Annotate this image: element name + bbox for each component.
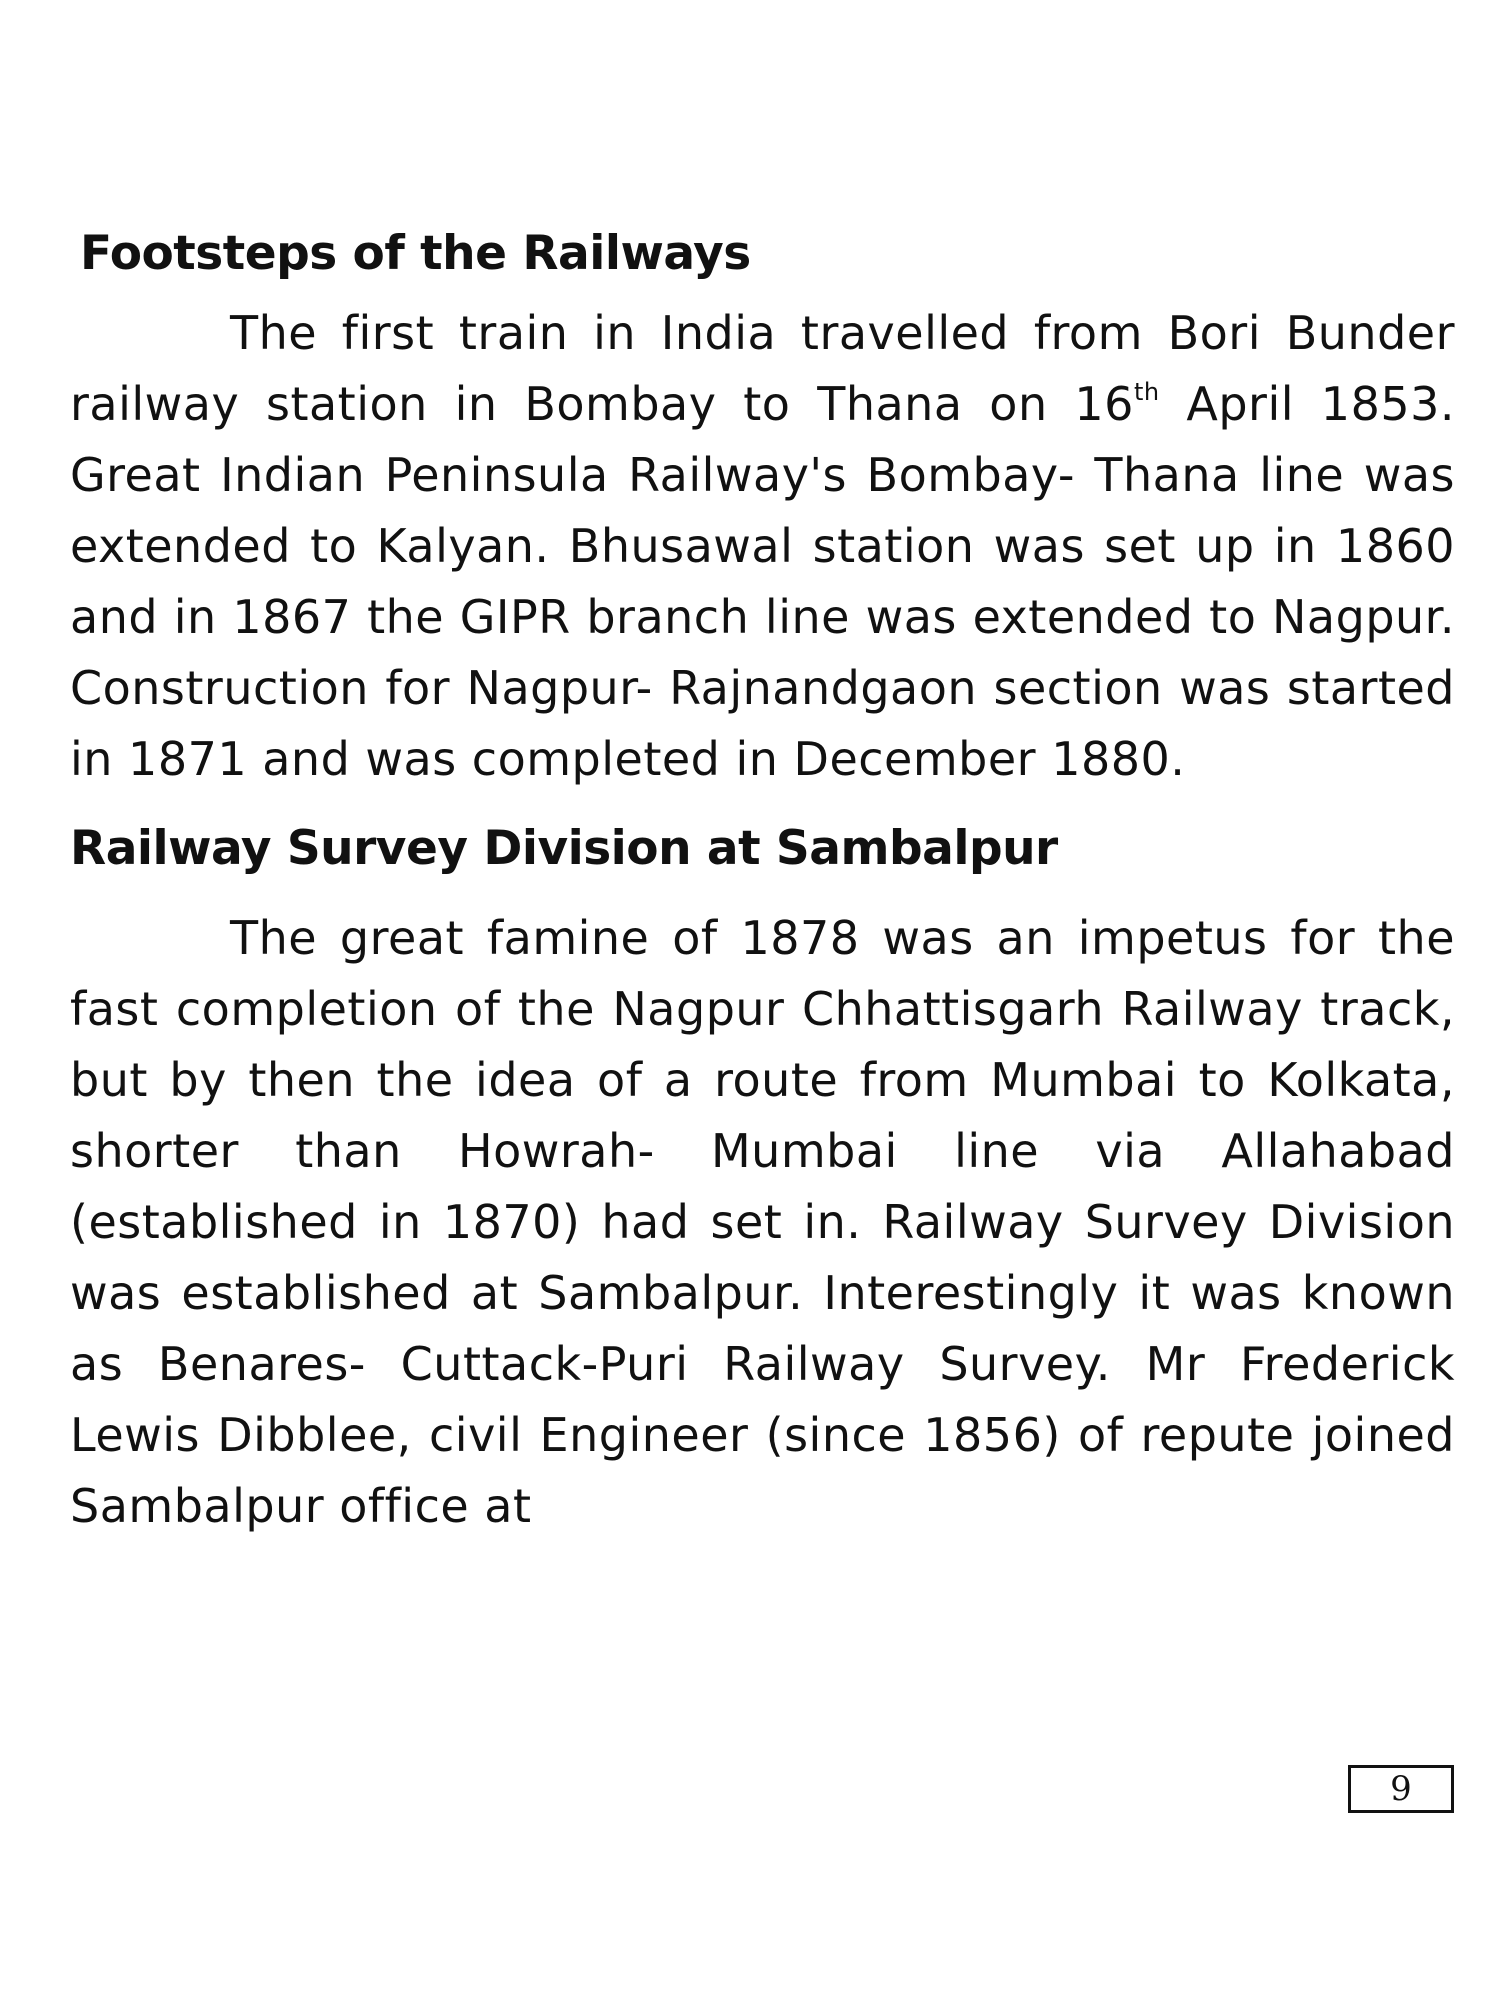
page-content bbox=[70, 222, 1455, 1542]
paragraph-footsteps-text-a: The first train in India travelled from Bori Bunder railway station in Bombay to Thana on 16 bbox=[70, 306, 1455, 431]
page-number-box: 9 bbox=[1348, 1765, 1454, 1813]
paragraph-footsteps bbox=[70, 298, 1455, 795]
paragraph-footsteps-text-b: April 1853. Great Indian Peninsula Railway's Bombay- Thana line was extended to Kalyan. Bhusawal station was set up in 1860 and in 1867 the GIPR branch line was extended to Nagpur. Construction for Nagpur- Rajnandgaon section was started in 1871 and was completed in December 1880. bbox=[70, 377, 1455, 786]
ordinal-suffix: th bbox=[1133, 378, 1160, 406]
section-heading-footsteps: Footsteps of the Railways bbox=[80, 226, 751, 281]
section-heading-survey-division: Railway Survey Division at Sambalpur bbox=[70, 821, 1058, 876]
paragraph-survey-division: The great famine of 1878 was an impetus for the fast completion of the Nagpur Chhattisgarh Railway track, but by then the idea of a route from Mumbai to Kolkata, shorter than Howrah- Mumbai line via Allahabad (established in 1870) had set in. Railway Survey Division was established at Sambalpur. Interestingly it was known as Benares- Cuttack-Puri Railway Survey. Mr Frederick Lewis Dibblee, civil Engineer (since 1856) of repute joined Sambalpur office at bbox=[70, 911, 1455, 1533]
